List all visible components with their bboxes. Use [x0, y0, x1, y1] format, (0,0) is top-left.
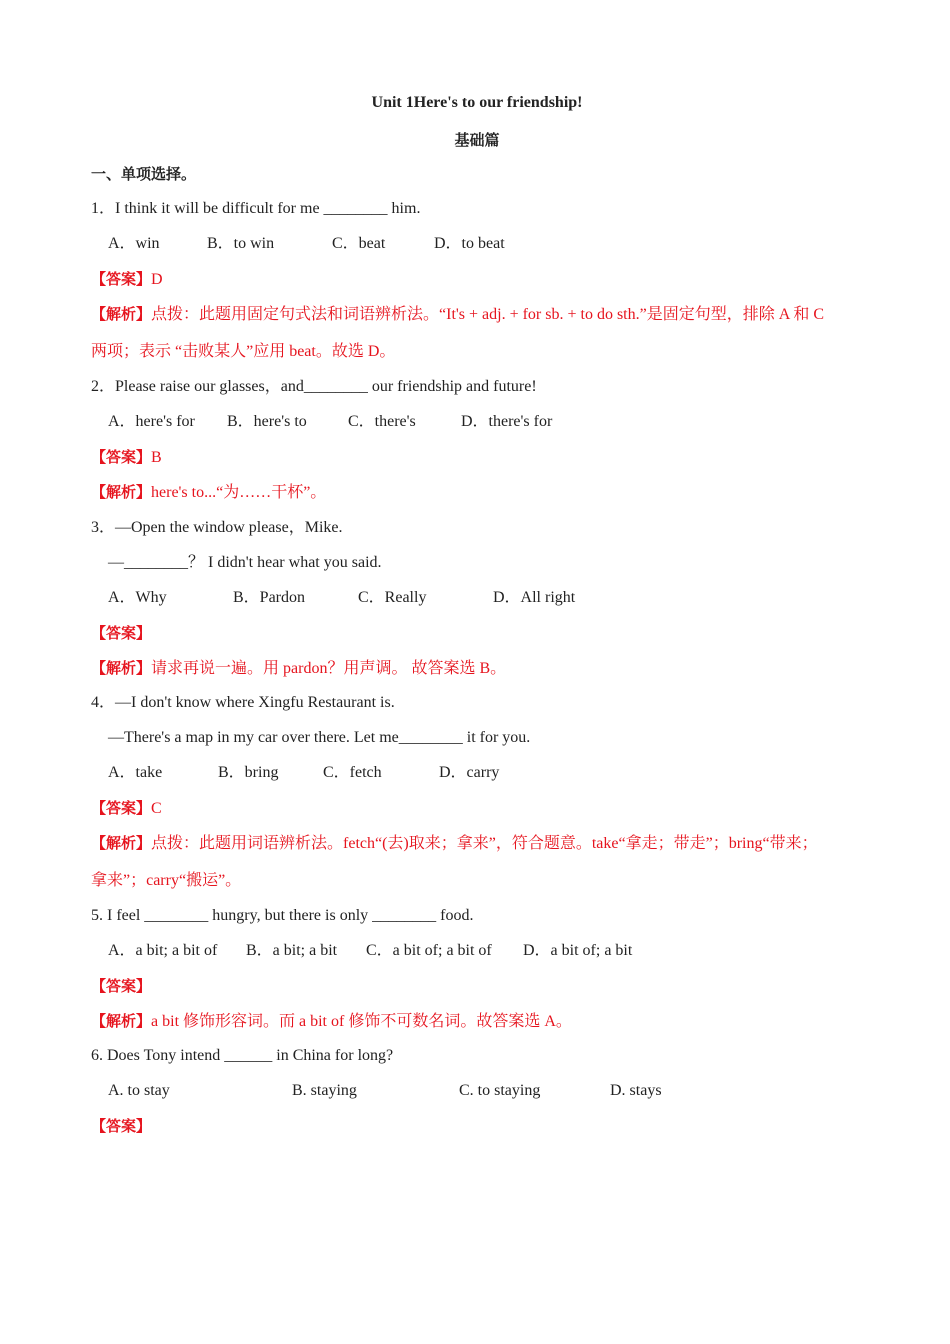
question-1-answer: 【答案】D	[91, 270, 163, 288]
question-4-stem: 4．—I don't know where Xingfu Restaurant is.	[91, 694, 395, 711]
option-d: D．All right	[493, 589, 576, 606]
question-3-stem-reply: —________？ I didn't hear what you said.	[108, 554, 382, 571]
question-6-answer: 【答案】	[91, 1117, 152, 1135]
question-4-analysis: 【解析】点拨：此题用词语辨析法。fetch“(去)取来；拿来”，符合题意。take“拿走；带走”；bring“带来；	[91, 834, 818, 852]
option-a: A．here's for	[108, 413, 195, 430]
option-b: B．here's to	[227, 413, 307, 430]
question-1-analysis-cont: 两项；表示 “击败某人”应用 beat。故选 D。	[91, 343, 396, 360]
option-c: C．fetch	[323, 764, 382, 781]
question-1-stem: 1．I think it will be difficult for me ________ him.	[91, 200, 421, 217]
option-a: A. to stay	[108, 1082, 170, 1099]
option-d: D．there's for	[461, 413, 553, 430]
question-3-analysis: 【解析】请求再说一遍。用 pardon？用声调。 故答案选 B。	[91, 659, 507, 677]
option-a: A．a bit; a bit of	[108, 942, 218, 959]
document-title: Unit 1Here's to our friendship!	[371, 94, 583, 111]
option-c: C．there's	[348, 413, 416, 430]
option-b: B．to win	[207, 235, 275, 252]
option-a: A．take	[108, 764, 163, 781]
option-b: B．bring	[218, 764, 279, 781]
question-5-analysis: 【解析】a bit 修饰形容词。而 a bit of 修饰不可数名词。故答案选 A。	[91, 1012, 572, 1030]
document-subtitle: 基础篇	[454, 131, 500, 149]
question-4-answer: 【答案】C	[91, 799, 162, 817]
option-d: D．carry	[439, 764, 500, 781]
option-c: C．Really	[358, 589, 427, 606]
option-a: A．Why	[108, 589, 167, 606]
option-b: B．a bit; a bit	[246, 942, 338, 959]
option-d: D. stays	[610, 1082, 662, 1099]
option-b: B. staying	[292, 1082, 357, 1099]
question-2-analysis: 【解析】here's to...“为……干杯”。	[91, 483, 327, 501]
question-2-stem: 2．Please raise our glasses，and________ our friendship and future!	[91, 378, 537, 395]
question-3-answer: 【答案】	[91, 624, 152, 642]
option-c: C．beat	[332, 235, 386, 252]
question-6-stem: 6. Does Tony intend ______ in China for long?	[91, 1047, 394, 1064]
option-b: B．Pardon	[233, 589, 306, 606]
question-4-analysis-cont: 拿来”；carry“搬运”。	[91, 872, 242, 889]
question-5-answer: 【答案】	[91, 977, 152, 995]
option-c: C．a bit of; a bit of	[366, 942, 492, 959]
question-3-stem: 3．—Open the window please，Mike.	[91, 519, 343, 536]
option-d: D．a bit of; a bit	[523, 942, 633, 959]
question-4-stem-reply: —There's a map in my car over there. Let me________ it for you.	[108, 729, 531, 746]
option-c: C. to staying	[459, 1082, 541, 1099]
option-d: D．to beat	[434, 235, 505, 252]
question-2-answer: 【答案】B	[91, 448, 162, 466]
question-1-analysis: 【解析】点拨：此题用固定句式法和词语辨析法。“It's + adj. + for sb. + to do sth.”是固定句型，排除 A 和 C	[91, 305, 825, 323]
option-a: A．win	[108, 235, 160, 252]
section-heading: 一、单项选择。	[91, 165, 197, 183]
question-5-stem: 5. I feel ________ hungry, but there is only ________ food.	[91, 907, 474, 924]
